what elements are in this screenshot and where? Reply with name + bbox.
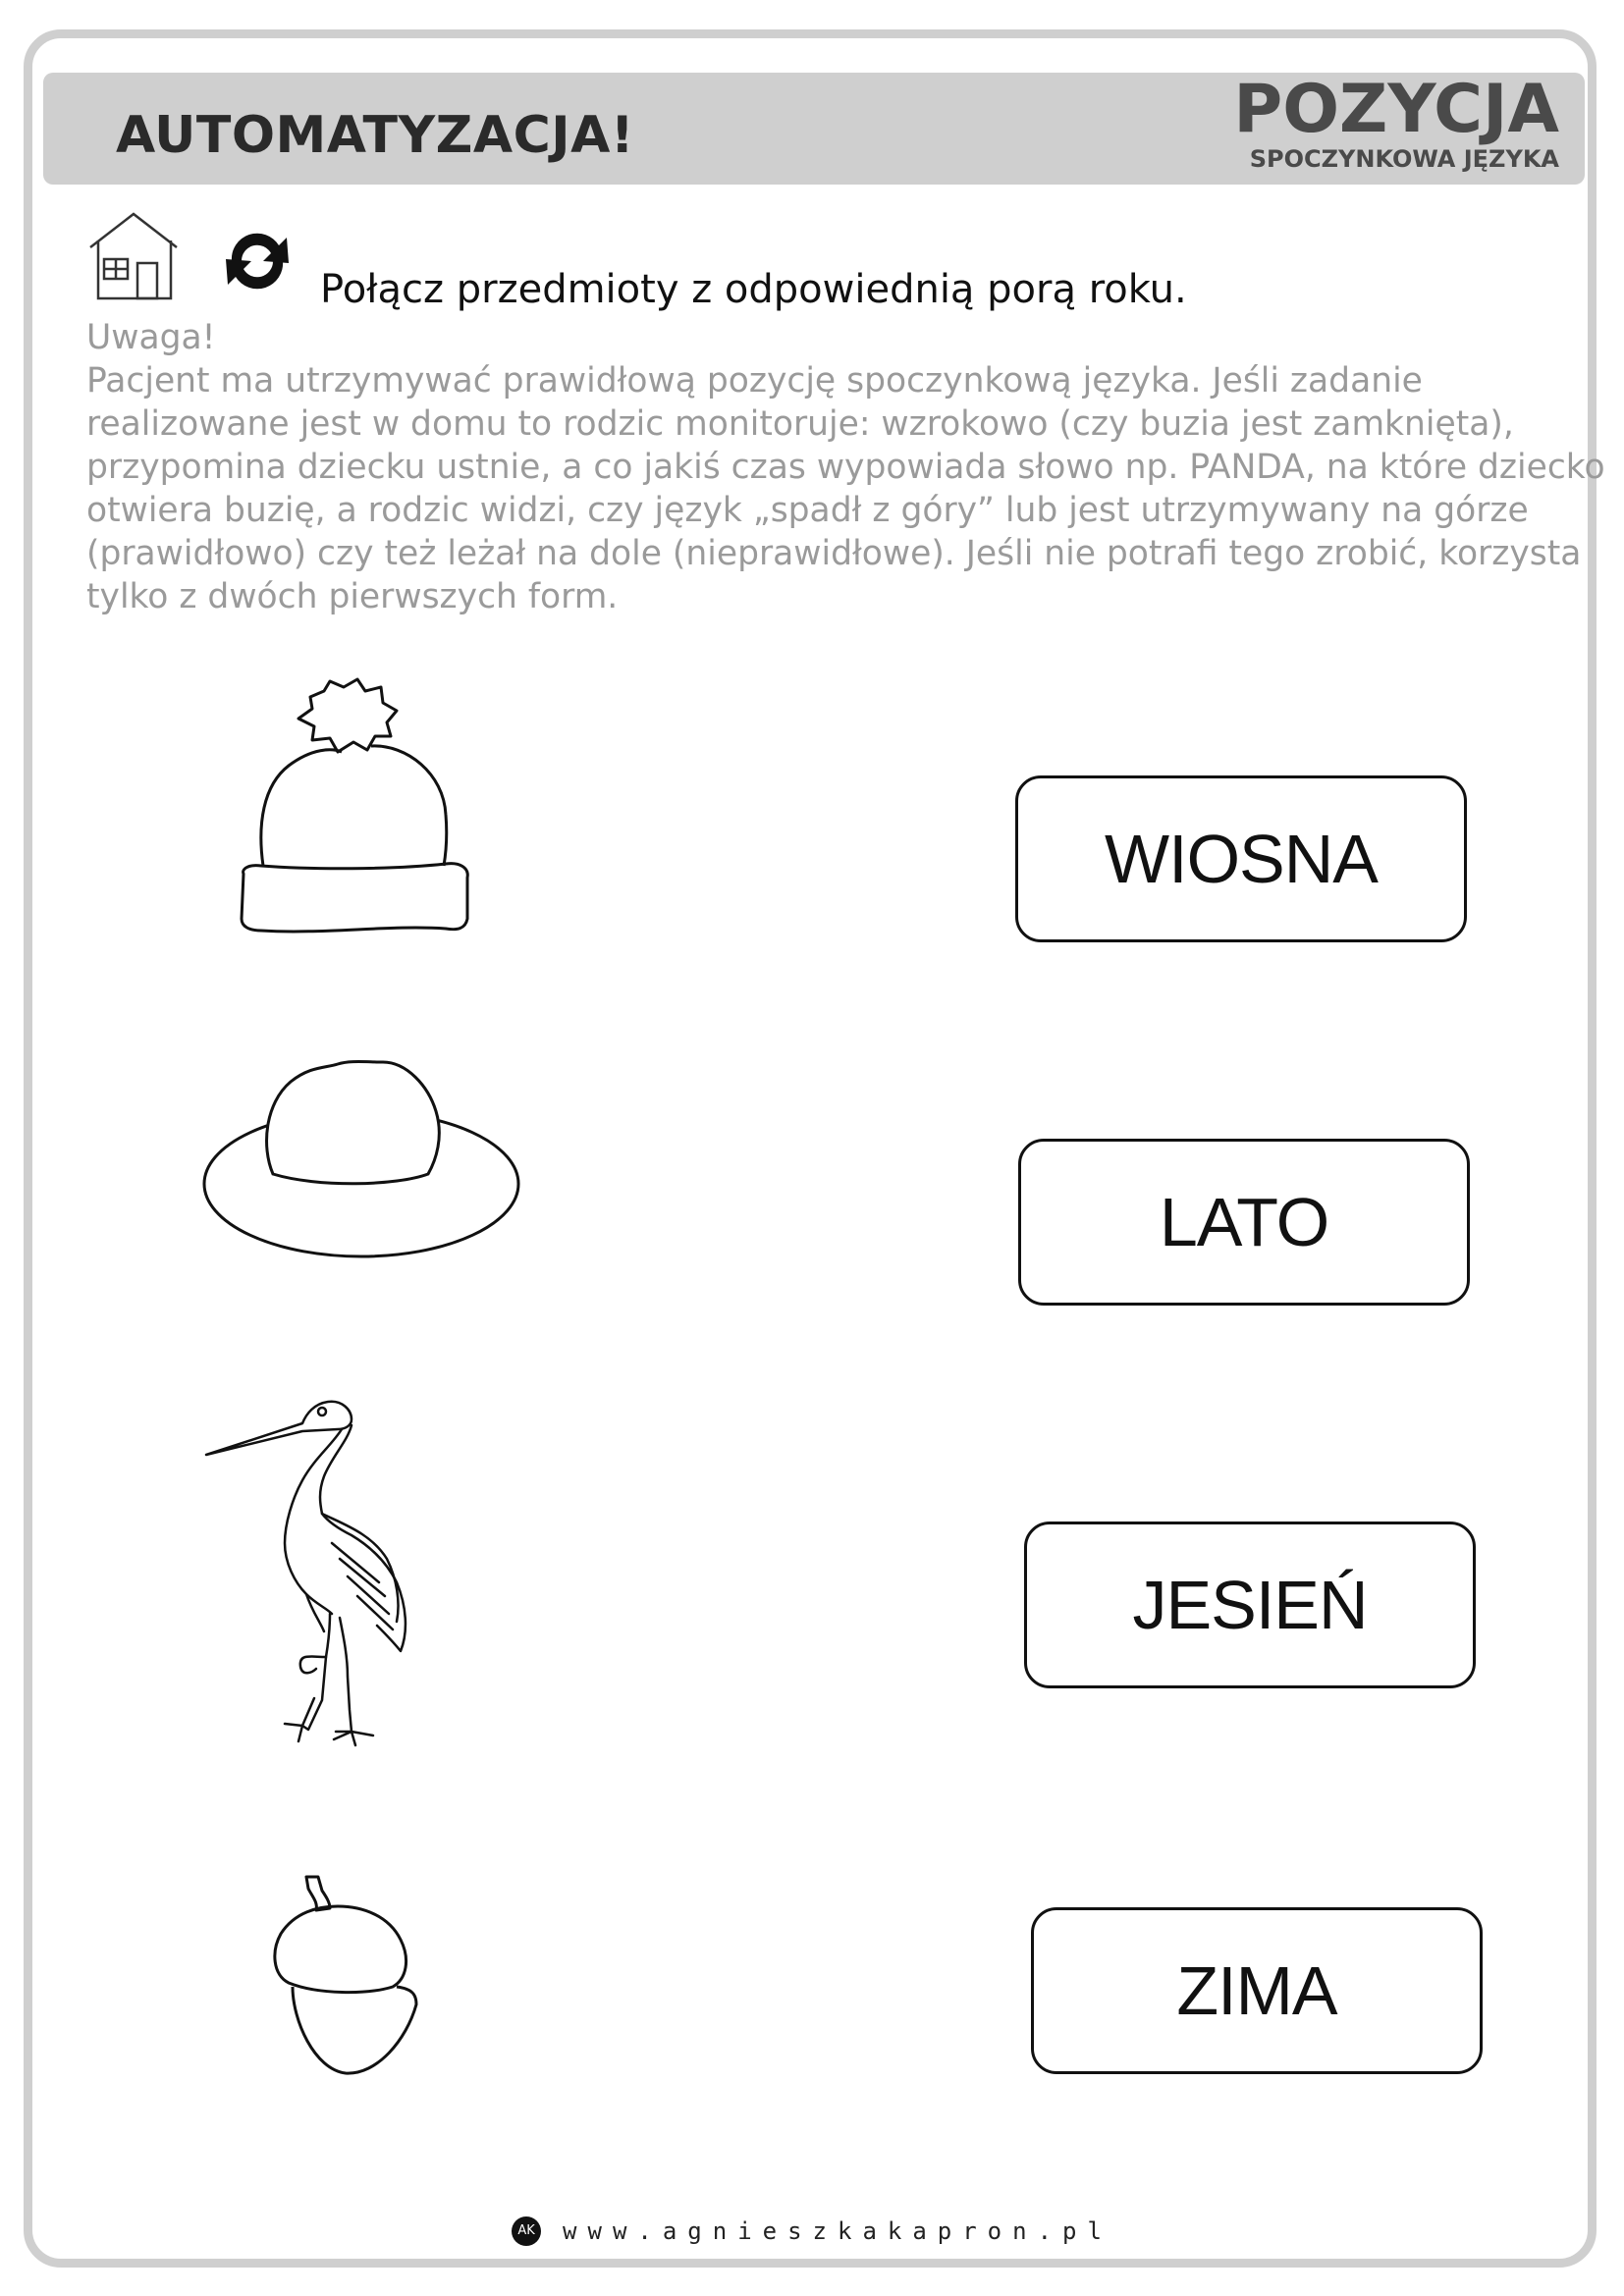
note-line: realizowane jest w domu to rodzic monitoruje: wzrokowo (czy buzia jest zamknięta), (86, 404, 1514, 444)
season-box-summer[interactable]: LATO (1018, 1139, 1470, 1306)
house-icon (86, 208, 181, 302)
note-line: otwiera buzię, a rodzic widzi, czy język „spadł z góry” lub jest utrzymywany na górze (86, 491, 1529, 530)
note-line: tylko z dwóch pierwszych form. (86, 577, 619, 616)
stork-picture[interactable] (204, 1386, 416, 1749)
instruction-text: Połącz przedmioty z odpowiednią porą roku. (320, 267, 1187, 312)
header-topic-title: POZYCJA (1233, 71, 1559, 148)
summer-hat-picture[interactable] (200, 1058, 522, 1260)
winter-hat-picture[interactable] (234, 677, 479, 942)
season-box-spring[interactable]: WIOSNA (1015, 775, 1467, 942)
season-box-autumn[interactable]: JESIEŃ (1024, 1522, 1476, 1688)
footer-url[interactable]: www.agnieszkakapron.pl (563, 2217, 1112, 2245)
note-line: Uwaga! (86, 318, 216, 357)
header-title: AUTOMATYZACJA! (116, 106, 635, 165)
acorn-picture[interactable] (269, 1873, 426, 2079)
note-line: (prawidłowo) czy też leżał na dole (nieprawidłowe). Jeśli nie potrafi tego zrobić, korzysta (86, 534, 1582, 573)
note-text (86, 316, 1618, 618)
header-topic-subtitle: SPOCZYNKOWA JĘZYKA (1249, 145, 1559, 173)
footer (0, 2216, 1624, 2246)
note-line: Pacjent ma utrzymywać prawidłową pozycję spoczynkową języka. Jeśli zadanie (86, 361, 1423, 400)
refresh-icon (218, 222, 297, 300)
season-box-winter[interactable]: ZIMA (1031, 1907, 1483, 2074)
footer-logo: AK (512, 2216, 541, 2246)
note-line: przypomina dziecku ustnie, a co jakiś czas wypowiada słowo np. PANDA, na które dziecko (86, 448, 1605, 487)
